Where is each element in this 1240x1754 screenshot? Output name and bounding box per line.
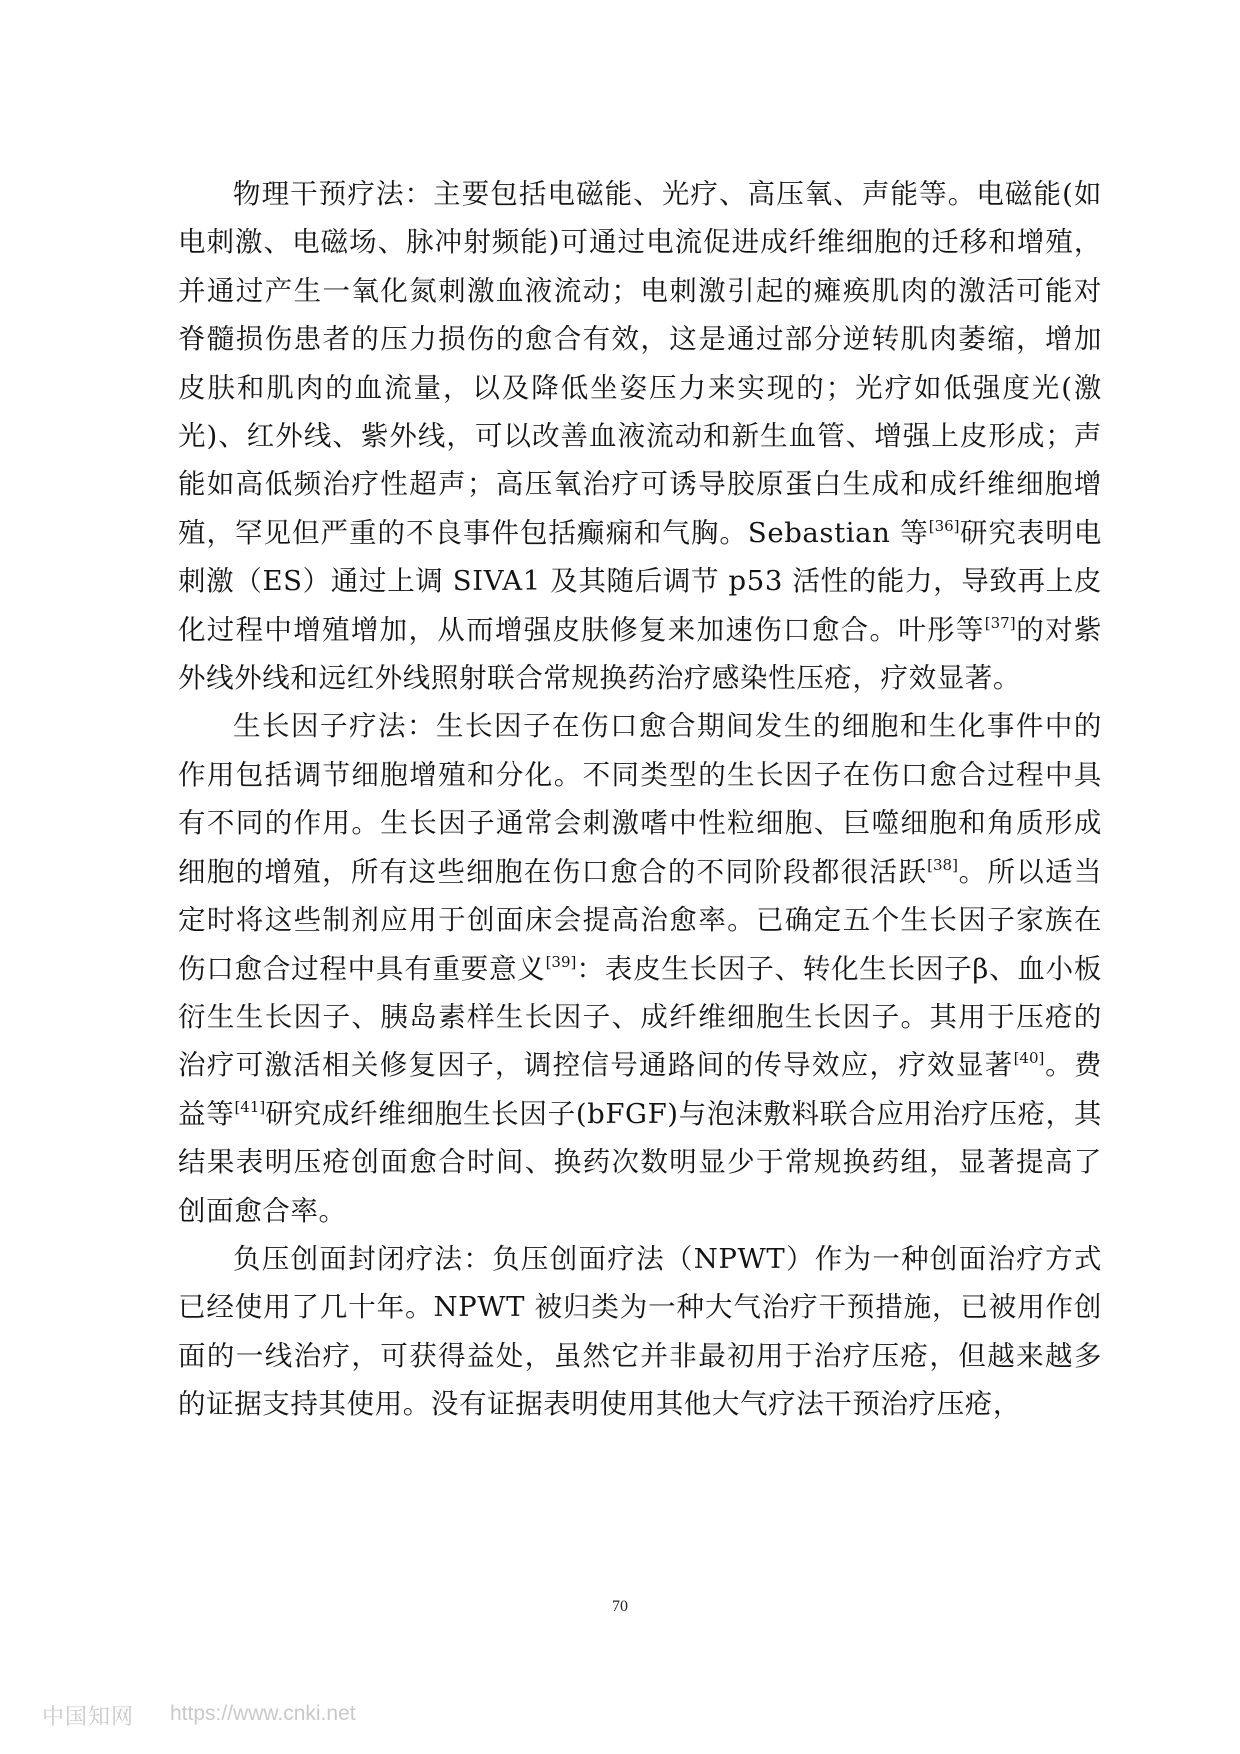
citation-ref[interactable]: [38] <box>927 855 958 874</box>
paragraph-text: ：表皮生长因子、转化生长因子β、血小板衍生生长因子、胰岛素样生长因子、成纤维细胞生长因子。其用于压疮的治疗可激活相关修复因子，调控信号通路间的传导效应，疗效显著 <box>178 952 1102 1082</box>
paragraph-text: 研究表明电刺激（ES）通过上调 SIVA1 及其随后调节 p53 活性的能力，导致再上皮化过程中增殖增加，从而增强皮肤修复来加速伤口愈合。叶彤等 <box>178 516 1102 646</box>
paragraph-growth-factor-therapy <box>178 702 1102 1234</box>
citation-ref[interactable]: [37] <box>984 613 1016 632</box>
document-body <box>178 170 1102 1429</box>
paragraph-text: 研究成纤维细胞生长因子(bFGF)与泡沫敷料联合应用治疗压疮，其结果表明压疮创面愈合时间、换药次数明显少于常规换药组，显著提高了创面愈合率。 <box>178 1097 1102 1227</box>
paragraph-text: 物理干预疗法：主要包括电磁能、光疗、高压氧、声能等。电磁能(如电刺激、电磁场、脉冲射频能)可通过电流促进成纤维细胞的迁移和增殖，并通过产生一氧化氮刺激血液流动；电刺激引起的瘫痪肌肉的激活可能对脊髓损伤患者的压力损伤的愈合有效，这是通过部分逆转肌肉萎缩，增加皮肤和肌肉的血流量，以及降低坐姿压力来实现的；光疗如低强度光(激光)、红外线、紫外线，可以改善血液流动和新生血管、增强上皮形成；声能如高低频治疗性超声；高压氧治疗可诱导胶原蛋白生成和成纤维细胞增殖，罕见但严重的不良事件包括癫痫和气胸。Sebastian 等 <box>178 178 1102 549</box>
citation-ref[interactable]: [36] <box>928 516 960 535</box>
cnki-logo-watermark: 中国知网 <box>42 1705 135 1730</box>
paragraph-text: 生长因子疗法：生长因子在伤口愈合期间发生的细胞和生化事件中的作用包括调节细胞增殖和分化。不同类型的生长因子在伤口愈合过程中具有不同的作用。生长因子通常会刺激嗜中性粒细胞、巨噬细胞和角质形成细胞的增殖，所有这些细胞在伤口愈合的不同阶段都很活跃 <box>178 710 1102 888</box>
cnki-url-watermark[interactable]: https://www.cnki.net <box>170 1702 356 1725</box>
paragraph-physical-therapy <box>178 170 1102 702</box>
citation-ref[interactable]: [40] <box>1013 1049 1045 1068</box>
citation-ref[interactable]: [41] <box>234 1097 266 1116</box>
paragraph-npwt-therapy <box>178 1235 1102 1429</box>
paragraph-text: 。费益等 <box>178 1049 1103 1130</box>
page-number: 70 <box>612 1598 628 1615</box>
paragraph-text: 。所以适当定时将这些制剂应用于创面床会提高治愈率。已确定五个生长因子家族在伤口愈合过程中具有重要意义 <box>178 855 1103 985</box>
paragraph-text: 负压创面封闭疗法：负压创面疗法（NPWT）作为一种创面治疗方式已经使用了几十年。NPWT 被归类为一种大气治疗干预措施，已被用作创面的一线治疗，可获得益处，虽然它并非最初用于治疗压疮，但越来越多的证据支持其使用。没有证据表明使用其他大气疗法干预治疗压疮， <box>178 1242 1102 1421</box>
paragraph-text: 的对紫外线外线和远红外线照射联合常规换药治疗感染性压疮，疗效显著。 <box>178 613 1102 695</box>
citation-ref[interactable]: [39] <box>545 952 577 971</box>
